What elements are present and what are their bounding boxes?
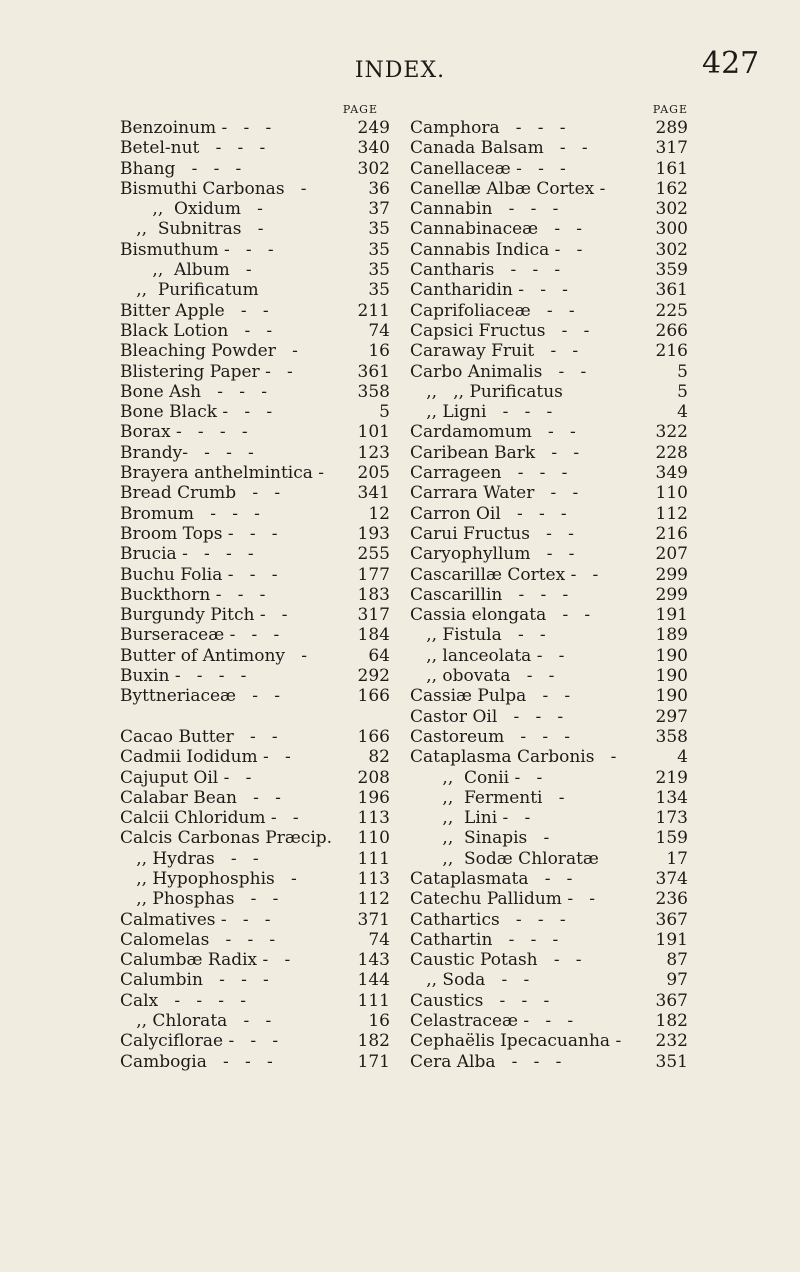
entry-page-number: 299 xyxy=(655,564,688,585)
entry-term: ,, Fermenti - xyxy=(410,787,565,808)
index-entry xyxy=(410,686,688,706)
entry-term: ,, Soda - - xyxy=(410,970,530,991)
entry-page-number: 371 xyxy=(357,909,390,930)
entry-page-number: 249 xyxy=(357,118,390,138)
index-entry xyxy=(120,544,390,564)
index-entry xyxy=(410,524,688,544)
entry-page-number: 317 xyxy=(655,138,688,159)
entry-page-number: 5 xyxy=(677,361,688,382)
entry-page-number: 97 xyxy=(666,970,688,991)
entry-page-number: 12 xyxy=(368,503,390,524)
entry-page-number: 236 xyxy=(655,889,688,910)
entry-term: Bromum - - - xyxy=(120,503,260,524)
entry-page-number: 112 xyxy=(655,503,688,524)
entry-page-number: 111 xyxy=(357,848,390,869)
entry-term: Cannabin - - - xyxy=(410,199,559,220)
entry-term: Catechu Pallidum - - xyxy=(410,889,596,910)
index-entry xyxy=(410,889,688,909)
index-entry xyxy=(410,280,688,300)
entry-page-number: 208 xyxy=(357,767,390,788)
entry-page-number: 359 xyxy=(655,260,688,281)
index-entry xyxy=(410,991,688,1011)
entry-term: Cascarillin - - - xyxy=(410,584,569,605)
index-entry xyxy=(410,159,688,179)
index-entry xyxy=(120,422,390,442)
index-entry xyxy=(120,118,390,138)
entry-term: Calx - - - - xyxy=(120,990,246,1011)
index-entry xyxy=(410,930,688,950)
index-entry xyxy=(410,585,688,605)
entry-term: Cephaëlis Ipecacuanha - xyxy=(410,1031,622,1052)
entry-term: ,, lanceolata - - xyxy=(410,645,565,666)
entry-term: Castoreum - - - xyxy=(410,726,571,747)
entry-page-number: 292 xyxy=(357,666,390,687)
entry-term: Buxin - - - - xyxy=(120,666,247,687)
entry-page-number: 182 xyxy=(655,1011,688,1032)
entry-term: ,, Conii - - xyxy=(410,767,543,788)
entry-term: ,, Sodæ Chloratæ xyxy=(410,848,599,869)
entry-page-number: 193 xyxy=(357,523,390,544)
entry-term: Camphora - - - xyxy=(410,118,566,138)
index-entry xyxy=(120,159,390,179)
entry-page-number: 35 xyxy=(368,260,390,281)
index-entry xyxy=(410,970,688,990)
entry-term: Bismuthum - - - xyxy=(120,239,274,260)
entry-page-number: 191 xyxy=(655,605,688,626)
entry-page-number: 166 xyxy=(357,686,390,707)
entry-page-number: 183 xyxy=(357,584,390,605)
entry-page-number: 289 xyxy=(655,118,688,138)
index-entry xyxy=(410,443,688,463)
entry-term: Burgundy Pitch - - xyxy=(120,605,288,626)
index-entry xyxy=(410,504,688,524)
entry-page-number: 232 xyxy=(655,1031,688,1052)
index-entry xyxy=(410,341,688,361)
entry-term: ,, Album - xyxy=(120,260,252,281)
entry-term: Black Lotion - - xyxy=(120,320,273,341)
index-entry xyxy=(410,1052,688,1072)
entry-page-number: 182 xyxy=(357,1031,390,1052)
index-entry xyxy=(120,382,390,402)
index-entry xyxy=(120,930,390,950)
index-entry xyxy=(120,585,390,605)
entry-page-number: 101 xyxy=(357,422,390,443)
index-entry xyxy=(120,524,390,544)
index-entry xyxy=(410,646,688,666)
entry-page-number: 302 xyxy=(655,199,688,220)
entry-term: Cassia elongata - - xyxy=(410,605,591,626)
entry-page-number: 37 xyxy=(368,199,390,220)
index-entry xyxy=(120,280,390,300)
index-entry xyxy=(410,362,688,382)
entry-page-number: 216 xyxy=(655,523,688,544)
entry-page-number: 134 xyxy=(655,787,688,808)
entry-term: Butter of Antimony - xyxy=(120,645,307,666)
page-number: 427 xyxy=(702,46,760,81)
index-entry xyxy=(120,240,390,260)
index-entry xyxy=(410,179,688,199)
entry-page-number: 322 xyxy=(655,422,688,443)
index-entry xyxy=(120,991,390,1011)
entry-page-number: 16 xyxy=(368,341,390,362)
index-entry xyxy=(410,260,688,280)
index-entry xyxy=(410,910,688,930)
entry-term: Celastraceæ - - - xyxy=(410,1011,574,1032)
entry-term: ,, Hypophosphis - xyxy=(120,868,297,889)
entry-term: ,, Sinapis - xyxy=(410,828,550,849)
index-entry xyxy=(120,625,390,645)
entry-term: Castor Oil - - - xyxy=(410,706,564,727)
entry-page-number: 297 xyxy=(655,706,688,727)
index-entry xyxy=(410,118,688,138)
entry-page-number: 196 xyxy=(357,787,390,808)
entry-term: Carron Oil - - - xyxy=(410,503,567,524)
entry-page-number: 166 xyxy=(357,726,390,747)
entry-page-number: 87 xyxy=(666,950,688,971)
left-entry-list xyxy=(120,118,390,1072)
index-entry xyxy=(410,828,688,848)
index-entry xyxy=(120,828,390,848)
entry-page-number: 113 xyxy=(357,868,390,889)
entry-page-number: 358 xyxy=(357,381,390,402)
entry-page-number: 17 xyxy=(666,848,688,869)
entry-term: Benzoinum - - - xyxy=(120,118,272,138)
entry-page-number: 302 xyxy=(655,239,688,260)
index-entry xyxy=(410,199,688,219)
index-entry xyxy=(410,301,688,321)
index-entry xyxy=(410,544,688,564)
index-entry xyxy=(120,727,390,747)
entry-term: Brandy- - - - xyxy=(120,442,254,463)
index-entry xyxy=(120,889,390,909)
entry-page-number: 207 xyxy=(655,544,688,565)
entry-term: Bismuthi Carbonas - xyxy=(120,178,307,199)
entry-term: Calomelas - - - xyxy=(120,929,276,950)
entry-page-number: 16 xyxy=(368,1011,390,1032)
index-entry xyxy=(120,646,390,666)
entry-page-number: 255 xyxy=(357,544,390,565)
index-entry xyxy=(120,970,390,990)
entry-page-number: 367 xyxy=(655,909,688,930)
entry-page-number: 162 xyxy=(655,178,688,199)
entry-page-number: 5 xyxy=(379,402,390,423)
index-entry xyxy=(120,402,390,422)
entry-page-number: 266 xyxy=(655,320,688,341)
entry-term: Carrageen - - - xyxy=(410,463,568,484)
entry-term: Brucia - - - - xyxy=(120,544,254,565)
entry-term: Cathartin - - - xyxy=(410,929,559,950)
index-entry xyxy=(410,808,688,828)
entry-term: Calcis Carbonas Præcip. xyxy=(120,828,333,849)
entry-term: ,, Subnitras - xyxy=(120,219,264,240)
index-entry xyxy=(120,199,390,219)
index-entry xyxy=(410,849,688,869)
index-entry xyxy=(120,138,390,158)
entry-page-number: 144 xyxy=(357,970,390,991)
entry-page-number: 225 xyxy=(655,300,688,321)
entry-term: Bleaching Powder - xyxy=(120,341,298,362)
entry-term: Canada Balsam - - xyxy=(410,138,588,159)
index-entry xyxy=(410,747,688,767)
entry-term: Calumbæ Radix - - xyxy=(120,950,291,971)
entry-page-number: 211 xyxy=(357,300,390,321)
index-entry xyxy=(410,727,688,747)
entry-term: Cataplasma Carbonis - xyxy=(410,747,617,768)
entry-term: Calmatives - - - xyxy=(120,909,271,930)
index-entry xyxy=(120,321,390,341)
index-entry xyxy=(410,666,688,686)
entry-term: Caraway Fruit - - xyxy=(410,341,579,362)
index-entry xyxy=(410,869,688,889)
entry-page-number: 74 xyxy=(368,929,390,950)
index-entry xyxy=(120,808,390,828)
right-entry-list xyxy=(410,118,688,1072)
entry-page-number: 110 xyxy=(357,828,390,849)
index-entry xyxy=(410,707,688,727)
index-entry xyxy=(120,219,390,239)
entry-term: Calcii Chloridum - - xyxy=(120,808,299,829)
entry-page-number: 113 xyxy=(357,808,390,829)
index-entry xyxy=(410,605,688,625)
index-entry xyxy=(410,138,688,158)
index-entry xyxy=(410,463,688,483)
index-entry xyxy=(410,402,688,422)
entry-term: Bitter Apple - - xyxy=(120,300,269,321)
entry-page-number: 299 xyxy=(655,584,688,605)
entry-page-number: 374 xyxy=(655,868,688,889)
index-entry xyxy=(120,869,390,889)
entry-page-number: 110 xyxy=(655,483,688,504)
entry-term: Canellaceæ - - - xyxy=(410,158,566,179)
entry-page-number: 35 xyxy=(368,219,390,240)
entry-page-number: 36 xyxy=(368,178,390,199)
entry-term: Borax - - - - xyxy=(120,422,248,443)
entry-term: Cathartics - - - xyxy=(410,909,566,930)
entry-page-number: 216 xyxy=(655,341,688,362)
entry-term: Caryophyllum - - xyxy=(410,544,575,565)
entry-term: Cantharis - - - xyxy=(410,260,561,281)
entry-page-number: 191 xyxy=(655,929,688,950)
entry-term: Cambogia - - - xyxy=(120,1051,273,1072)
entry-page-number: 82 xyxy=(368,747,390,768)
entry-term: Cannabinaceæ - - xyxy=(410,219,583,240)
entry-term: Caribean Bark - - xyxy=(410,442,580,463)
index-entry xyxy=(410,950,688,970)
entry-page-number: 361 xyxy=(357,361,390,382)
entry-term: ,, obovata - - xyxy=(410,666,555,687)
right-index-column xyxy=(410,102,688,1072)
entry-page-number: 190 xyxy=(655,645,688,666)
index-entry xyxy=(120,1031,390,1051)
entry-page-number: 4 xyxy=(677,402,688,423)
entry-term: Cantharidin - - - xyxy=(410,280,568,301)
index-entry xyxy=(120,483,390,503)
entry-term: Bone Ash - - - xyxy=(120,381,267,402)
index-entry xyxy=(410,219,688,239)
entry-page-number: 367 xyxy=(655,990,688,1011)
index-entry xyxy=(120,910,390,930)
index-entry xyxy=(410,382,688,402)
entry-page-number: 64 xyxy=(368,645,390,666)
entry-term: Capsici Fructus - - xyxy=(410,320,590,341)
entry-page-number: 349 xyxy=(655,463,688,484)
index-entry xyxy=(120,686,390,706)
entry-term: Burseraceæ - - - xyxy=(120,625,280,646)
entry-term: Canellæ Albæ Cortex - xyxy=(410,178,606,199)
entry-term: ,, Chlorata - - xyxy=(120,1011,272,1032)
entry-term: Brayera anthelmintica - xyxy=(120,463,325,484)
index-entry xyxy=(410,788,688,808)
index-entry xyxy=(120,179,390,199)
entry-page-number: 189 xyxy=(655,625,688,646)
entry-term: ,, Purificatum xyxy=(120,280,259,301)
entry-term: ,, Fistula - - xyxy=(410,625,546,646)
entry-page-number: 190 xyxy=(655,666,688,687)
entry-term: Calumbin - - - xyxy=(120,970,269,991)
index-entry xyxy=(120,666,390,686)
entry-term: Cardamomum - - xyxy=(410,422,576,443)
index-entry xyxy=(120,504,390,524)
entry-page-number: 112 xyxy=(357,889,390,910)
index-entry xyxy=(120,747,390,767)
index-entry xyxy=(120,443,390,463)
index-entry xyxy=(120,260,390,280)
index-entry xyxy=(120,950,390,970)
entry-page-number: 190 xyxy=(655,686,688,707)
entry-term: Cannabis Indica - - xyxy=(410,239,583,260)
entry-page-number: 74 xyxy=(368,320,390,341)
entry-term: ,, ,, Purificatus xyxy=(410,381,563,402)
entry-page-number: 302 xyxy=(357,158,390,179)
index-entry xyxy=(120,1011,390,1031)
entry-term: Caprifoliaceæ - - xyxy=(410,300,575,321)
entry-page-number: 358 xyxy=(655,726,688,747)
index-entry xyxy=(120,565,390,585)
entry-term: ,, Ligni - - - xyxy=(410,402,553,423)
entry-term: Cataplasmata - - xyxy=(410,868,573,889)
entry-page-number: 300 xyxy=(655,219,688,240)
index-entry xyxy=(410,1011,688,1031)
entry-term: Betel-nut - - - xyxy=(120,138,266,159)
index-entry xyxy=(410,483,688,503)
entry-page-number: 361 xyxy=(655,280,688,301)
entry-page-number: 111 xyxy=(357,990,390,1011)
entry-term: Byttneriaceæ - - xyxy=(120,686,280,707)
entry-term: Broom Tops - - - xyxy=(120,523,278,544)
index-entry xyxy=(410,1031,688,1051)
entry-page-number: 171 xyxy=(357,1051,390,1072)
entry-page-number: 35 xyxy=(368,239,390,260)
entry-term: Calyciflorae - - - xyxy=(120,1031,279,1052)
entry-term: ,, Hydras - - xyxy=(120,848,259,869)
index-entry xyxy=(410,565,688,585)
entry-page-number: 177 xyxy=(357,564,390,585)
entry-term: Caustic Potash - - xyxy=(410,950,582,971)
index-entry xyxy=(410,422,688,442)
index-entry xyxy=(120,788,390,808)
entry-page-number: 159 xyxy=(655,828,688,849)
entry-page-number: 5 xyxy=(677,381,688,402)
entry-page-number: 228 xyxy=(655,442,688,463)
index-entry xyxy=(410,768,688,788)
index-entry xyxy=(120,362,390,382)
entry-term: ,, Lini - - xyxy=(410,808,531,829)
entry-page-number: 219 xyxy=(655,767,688,788)
entry-page-number: 205 xyxy=(357,463,390,484)
entry-term: Calabar Bean - - xyxy=(120,787,281,808)
entry-term: Cascarillæ Cortex - - xyxy=(410,564,599,585)
left-index-column xyxy=(120,102,390,1072)
index-entry xyxy=(120,463,390,483)
entry-term: ,, Phosphas - - xyxy=(120,889,279,910)
right-page-label: PAGE xyxy=(652,103,688,116)
entry-page-number: 123 xyxy=(357,442,390,463)
entry-term: Cera Alba - - - xyxy=(410,1051,562,1072)
entry-term: Buckthorn - - - xyxy=(120,584,266,605)
entry-term: ,, Oxidum - xyxy=(120,199,263,220)
entry-term: Carrara Water - - xyxy=(410,483,579,504)
index-entry xyxy=(120,605,390,625)
entry-page-number: 161 xyxy=(655,158,688,179)
index-entry xyxy=(120,768,390,788)
entry-term: Bone Black - - - xyxy=(120,402,273,423)
entry-term: Cadmii Iodidum - - xyxy=(120,747,291,768)
entry-term: Bhang - - - xyxy=(120,158,242,179)
entry-term: Cacao Butter - - xyxy=(120,726,278,747)
running-head-title: INDEX. xyxy=(354,58,446,83)
entry-page-number: 341 xyxy=(357,483,390,504)
index-entry xyxy=(120,849,390,869)
entry-page-number: 184 xyxy=(357,625,390,646)
entry-term: Caustics - - - xyxy=(410,990,550,1011)
index-entry xyxy=(120,301,390,321)
entry-page-number: 143 xyxy=(357,950,390,971)
entry-term: Bread Crumb - - xyxy=(120,483,281,504)
entry-term: Cajuput Oil - - xyxy=(120,767,252,788)
index-entry xyxy=(410,321,688,341)
index-entry xyxy=(120,1052,390,1072)
entry-term: Buchu Folia - - - xyxy=(120,564,278,585)
entry-term: Carui Fructus - - xyxy=(410,523,574,544)
entry-term: Carbo Animalis - - xyxy=(410,361,587,382)
entry-page-number: 351 xyxy=(655,1051,688,1072)
index-entry xyxy=(120,341,390,361)
index-entry xyxy=(410,625,688,645)
entry-page-number: 4 xyxy=(677,747,688,768)
entry-page-number: 173 xyxy=(655,808,688,829)
index-entry xyxy=(120,707,390,727)
entry-term: Cassiæ Pulpa - - xyxy=(410,686,571,707)
entry-term: Blistering Paper - - xyxy=(120,361,293,382)
entry-page-number: 317 xyxy=(357,605,390,626)
entry-page-number: 35 xyxy=(368,280,390,301)
left-page-label: PAGE xyxy=(342,103,378,116)
entry-page-number: 340 xyxy=(357,138,390,159)
index-entry xyxy=(410,240,688,260)
